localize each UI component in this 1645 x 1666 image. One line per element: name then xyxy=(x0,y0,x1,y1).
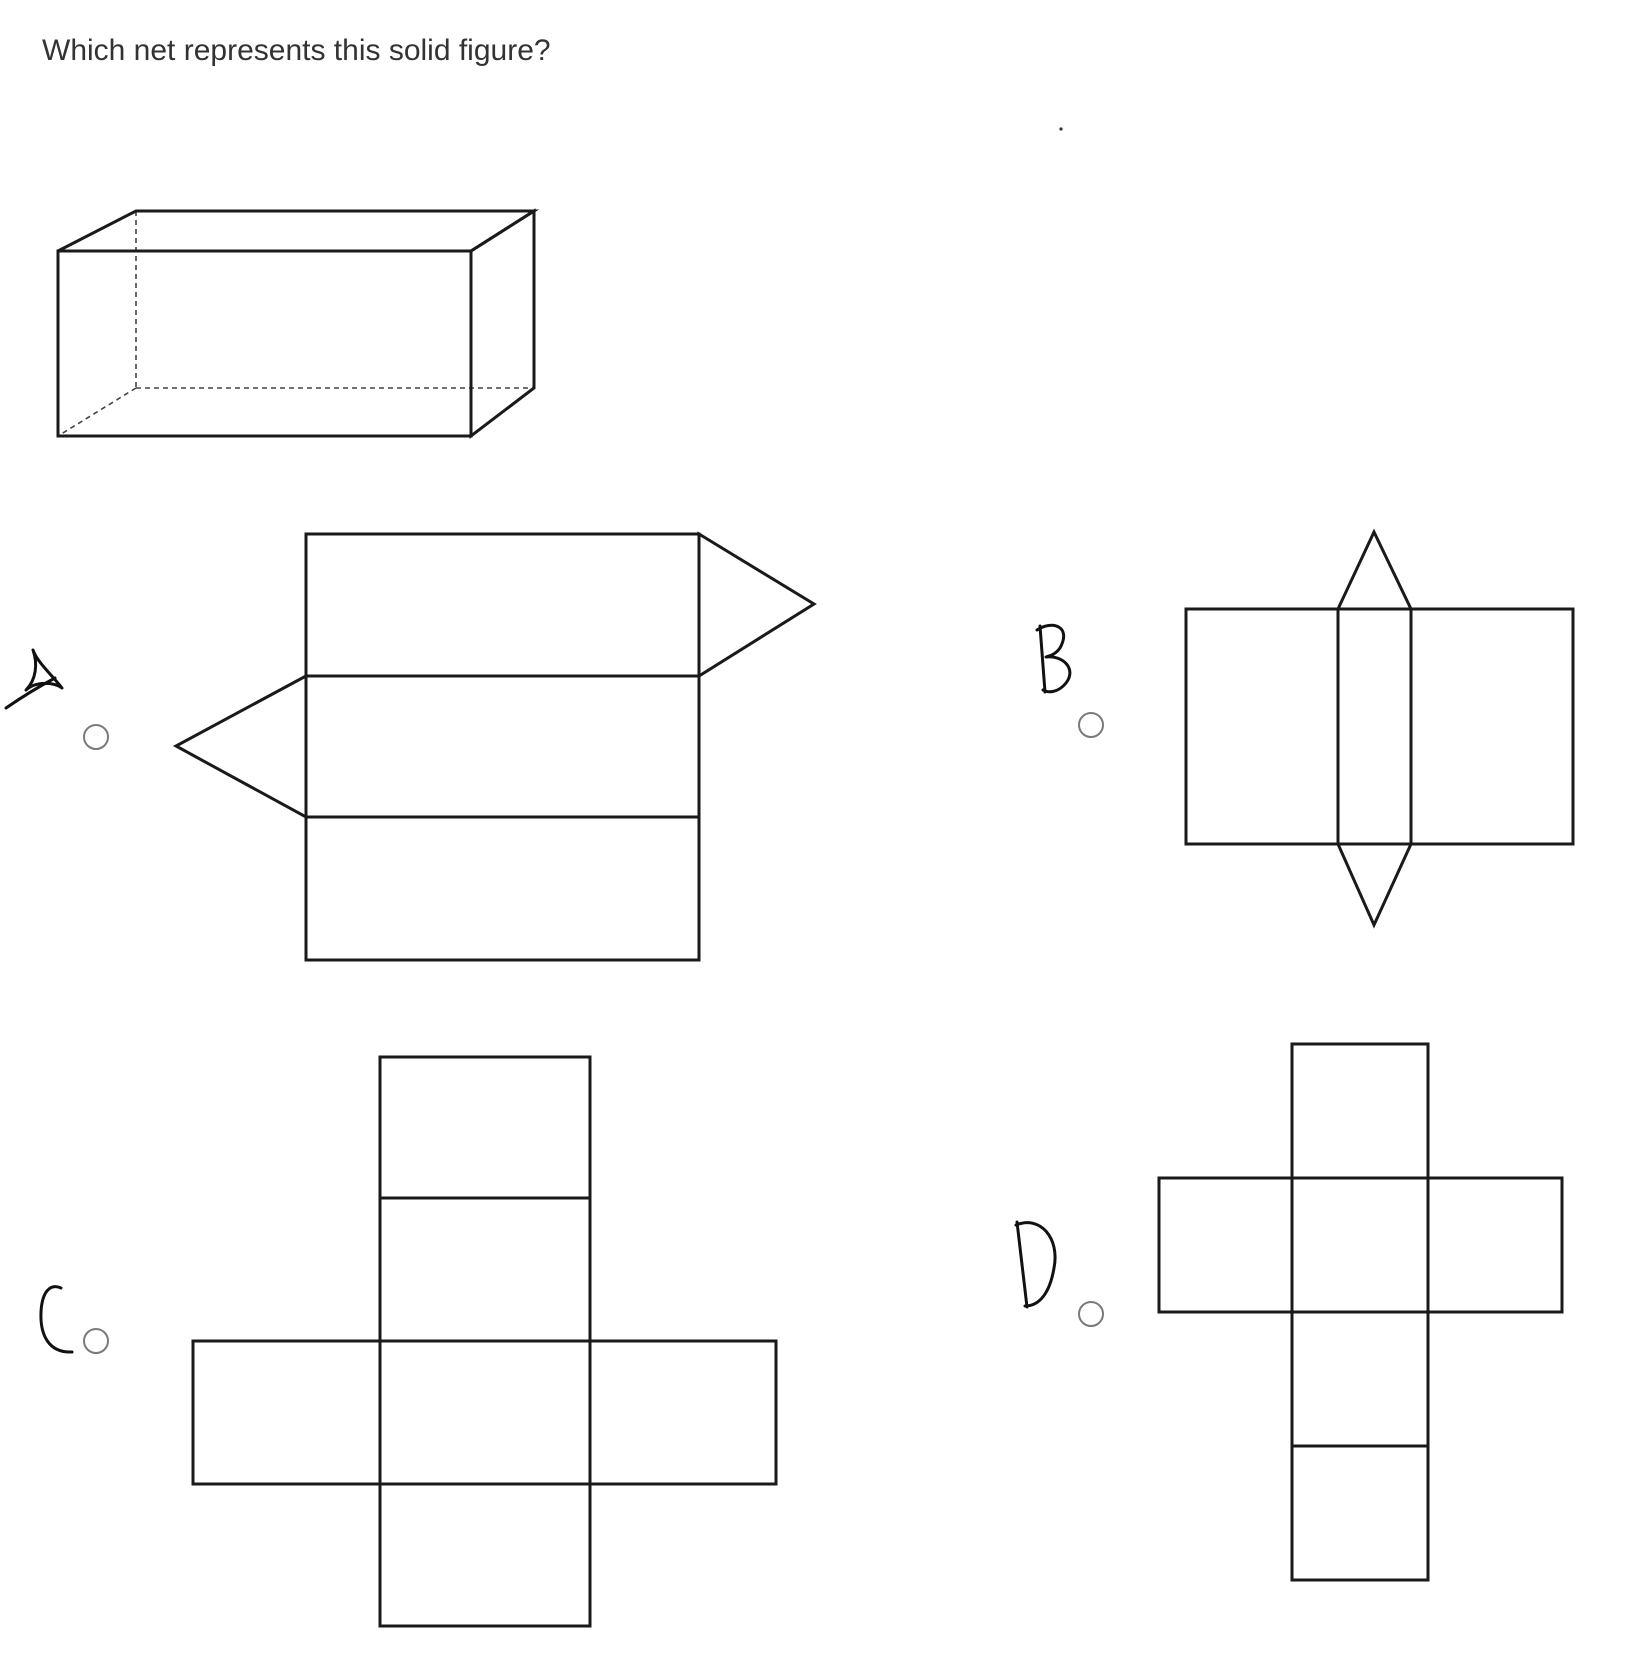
net-d-rect-top xyxy=(1292,1044,1428,1178)
option-d[interactable] xyxy=(1016,1044,1562,1580)
net-b-triangle-top xyxy=(1338,532,1411,609)
net-a-rect-middle xyxy=(306,676,699,817)
net-c-rect-top-2 xyxy=(380,1198,590,1341)
handwritten-letter-a xyxy=(6,650,62,708)
front-face xyxy=(58,251,471,436)
net-a-rect-bottom xyxy=(306,817,699,960)
net-b-rect-middle xyxy=(1338,609,1411,844)
question-text: Which net represents this solid figure? xyxy=(42,34,551,67)
option-a[interactable] xyxy=(6,534,814,960)
handwritten-letter-c xyxy=(41,1287,72,1352)
net-c-rect-right xyxy=(590,1341,776,1484)
net-b-rect-left xyxy=(1186,609,1338,844)
option-c-net xyxy=(193,1057,776,1626)
net-a-rect-top xyxy=(306,534,699,676)
option-d-net xyxy=(1159,1044,1562,1580)
option-a-radio[interactable] xyxy=(84,725,108,749)
handwritten-letter-d xyxy=(1016,1222,1055,1307)
right-face xyxy=(471,211,534,436)
option-b[interactable] xyxy=(1037,532,1573,925)
option-b-net xyxy=(1186,532,1573,925)
option-a-net xyxy=(176,534,814,960)
option-c[interactable] xyxy=(41,1057,776,1626)
solid-figure-rectangular-prism xyxy=(58,211,534,436)
net-d-rect-left xyxy=(1159,1178,1292,1312)
option-c-radio[interactable] xyxy=(84,1329,108,1353)
option-b-radio[interactable] xyxy=(1079,713,1103,737)
stray-dot xyxy=(1059,127,1062,130)
net-c-rect-left xyxy=(193,1341,380,1484)
net-c-rect-top-1 xyxy=(380,1057,590,1198)
option-d-radio[interactable] xyxy=(1079,1302,1103,1326)
handwritten-letter-b xyxy=(1037,625,1070,692)
net-d-rect-center xyxy=(1292,1178,1428,1312)
net-d-rect-lower-2 xyxy=(1292,1446,1428,1580)
net-a-triangle-right xyxy=(699,534,814,676)
net-c-rect-bottom xyxy=(380,1484,590,1626)
net-b-triangle-bottom xyxy=(1338,844,1411,925)
net-a-triangle-left xyxy=(176,676,306,817)
top-face xyxy=(58,211,534,251)
net-d-rect-lower-1 xyxy=(1292,1312,1428,1446)
net-b-rect-right xyxy=(1411,609,1573,844)
net-c-rect-center xyxy=(380,1341,590,1484)
hidden-edge-bottom-left xyxy=(58,388,136,436)
net-d-rect-right xyxy=(1428,1178,1562,1312)
